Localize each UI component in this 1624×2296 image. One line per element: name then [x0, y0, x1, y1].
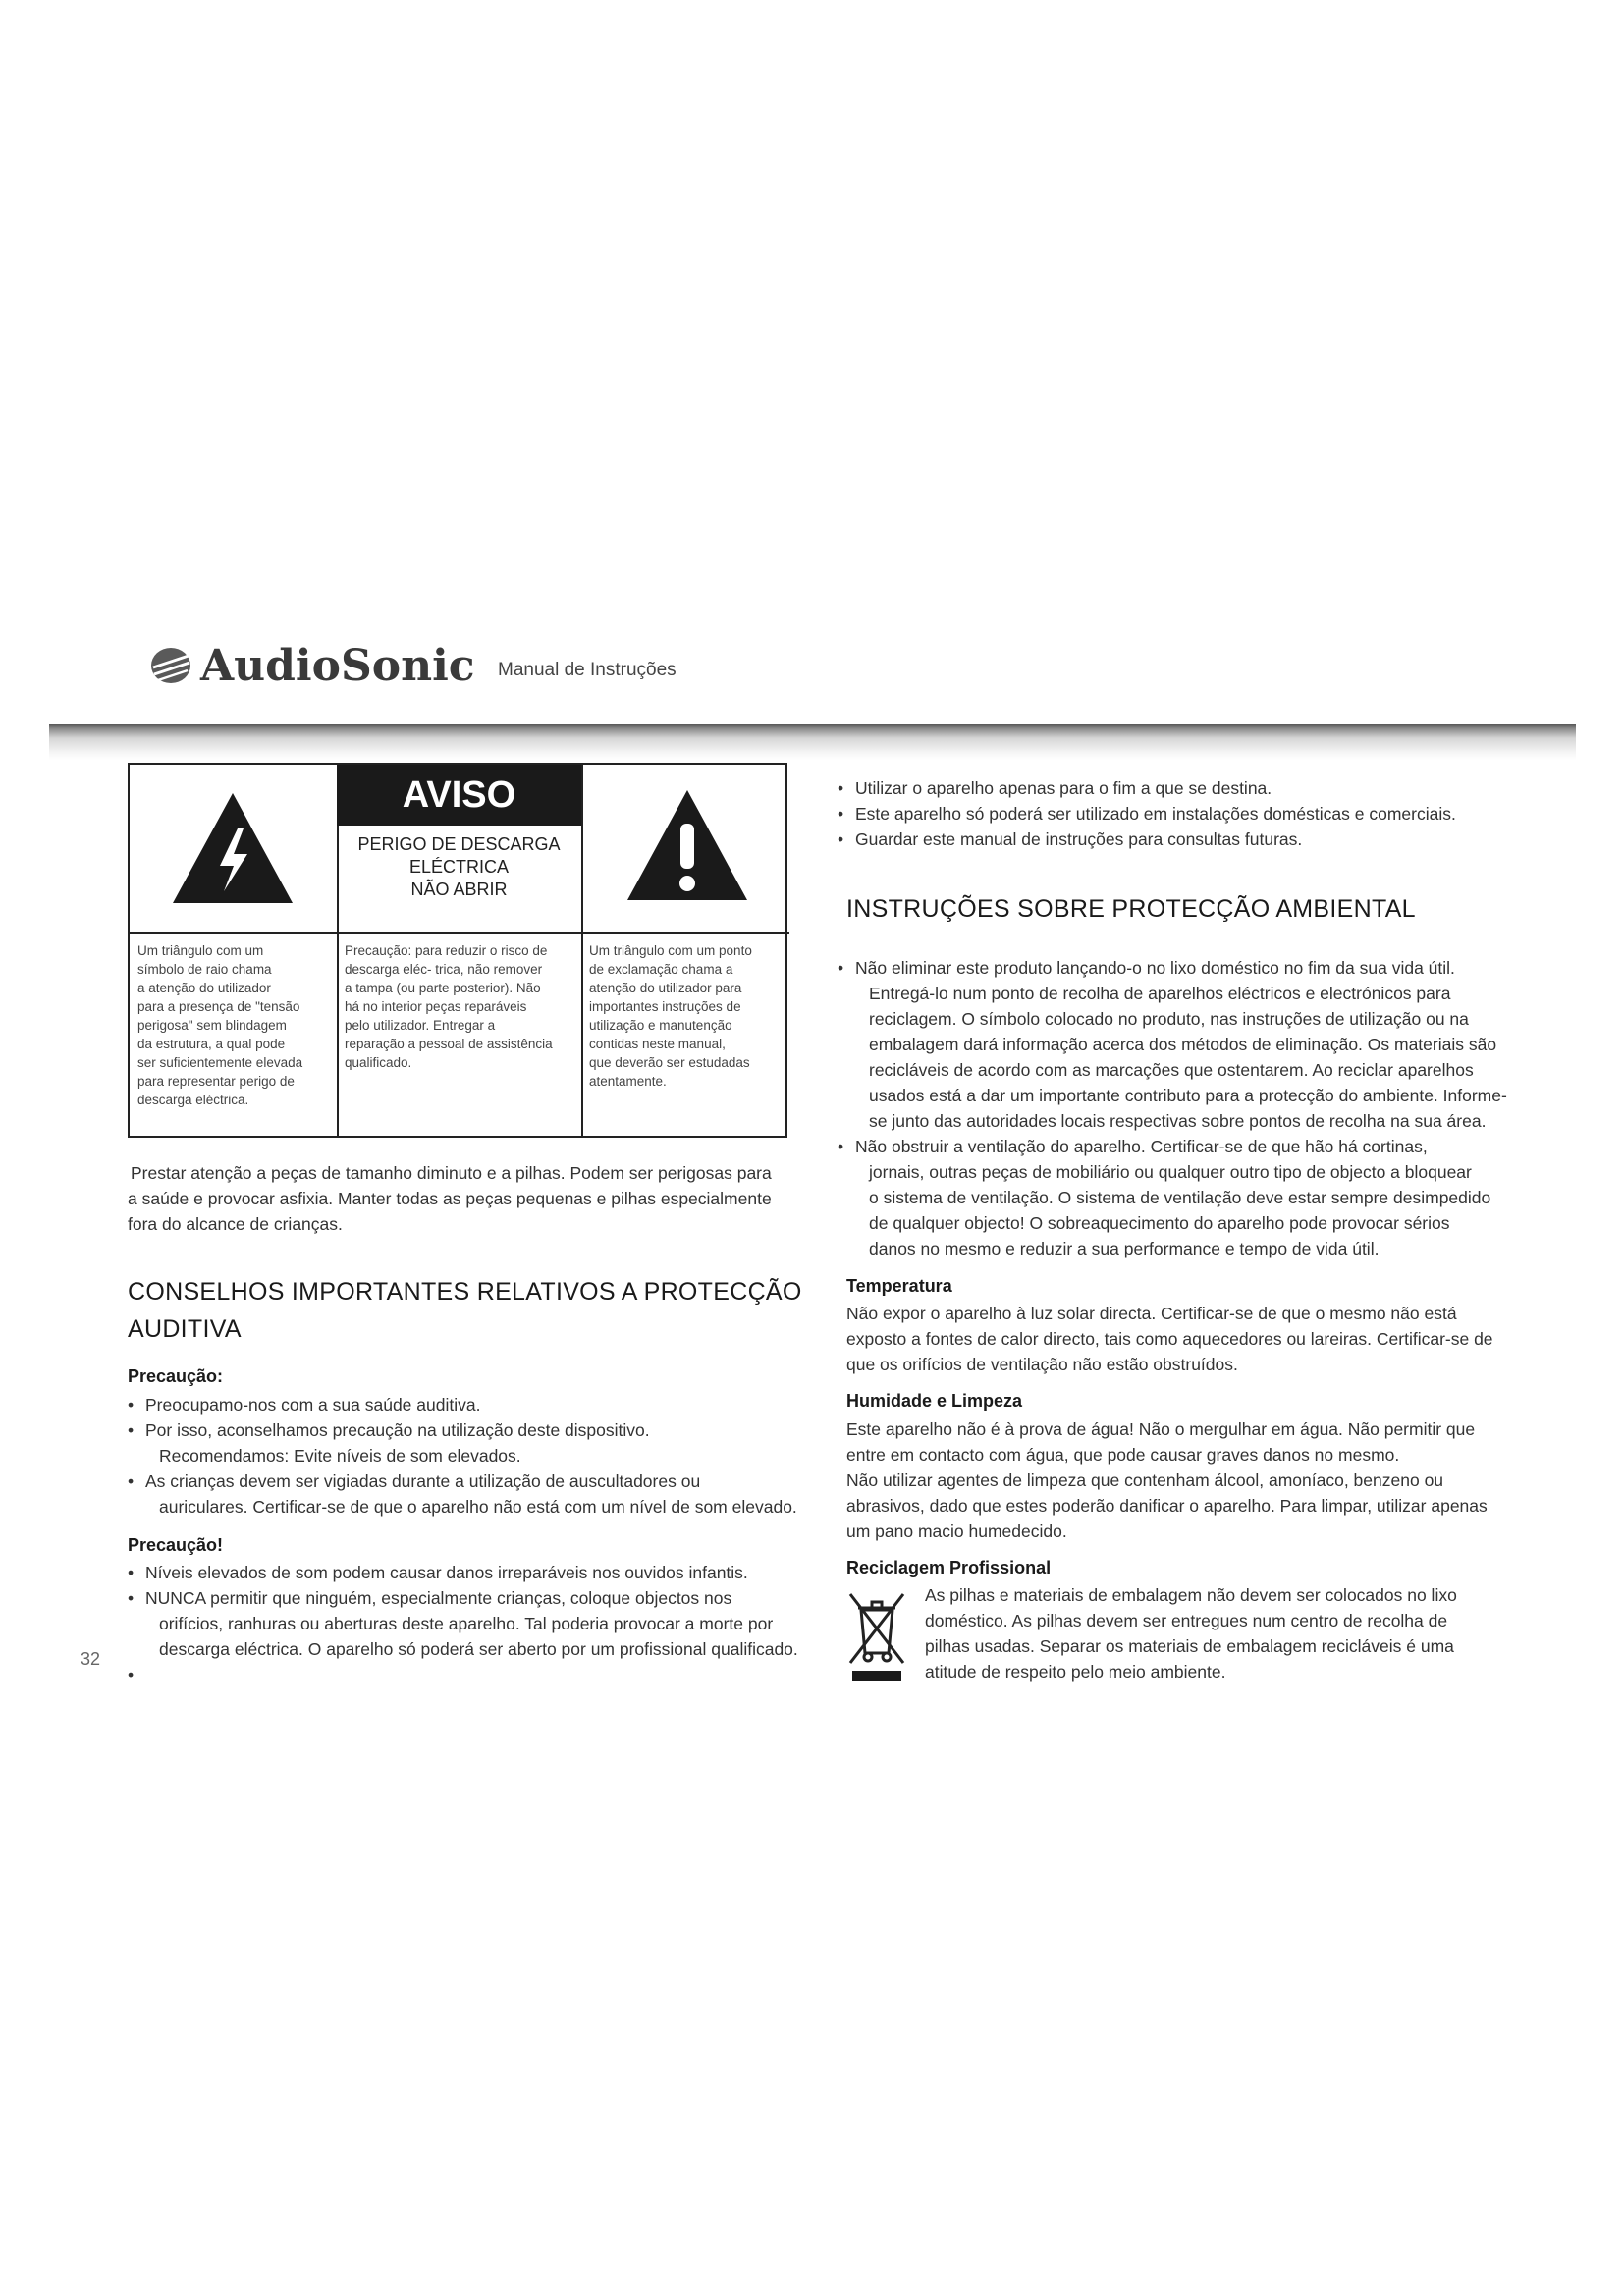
precaution1-list	[126, 1392, 833, 1520]
temperature-text: Não expor o aparelho à luz solar directa. Certificar-se de que o mesmo não está exposto a fontes de calor directo, tais como aquecedores ou lareiras. Certificar-se de que os orifícios de ventilação não estão obstruídos.	[846, 1304, 1493, 1374]
crossed-bin-icon	[846, 1588, 907, 1686]
brand-logo	[149, 640, 475, 691]
lightning-warning-icon	[169, 789, 297, 907]
list-item: • Não eliminar este produto lançando-o no lixo doméstico no fim da sua vida útil. Entregá-lo num ponto de recolha de aparelhos eléctricos e electrónicos para reciclagem. O símbolo colocado no produto, nas instruções de utilização ou na embalagem dará informação acerca dos métodos de eliminação. Os materiais são recicláveis de acordo com as marcações que ostentarem. Ao reciclar aparelhos usados está a dar um importante contributo para a protecção do ambiente. Informe- se junto das autoridades locais respectivas sobre pontos de recolha na sua área.	[836, 955, 1562, 1134]
list-item: • Por isso, aconselhamos precaução na utilização deste dispositivo. Recomendamos: Evite níveis de som elevados.	[126, 1417, 833, 1468]
hearing-section-title: CONSELHOS IMPORTANTES RELATIVOS A PROTECÇÃO AUDITIVA	[128, 1278, 802, 1343]
env-list	[836, 955, 1562, 1261]
brand-name: AudioSonic	[200, 640, 475, 691]
warning-col3-text: Um triângulo com um ponto de exclamação chama a atenção do utilizador para importantes instruções de utilização e manutenção contidas neste manual, que deverão ser estudadas atentamente.	[589, 943, 752, 1089]
aviso-title: AVISO	[337, 765, 581, 826]
exclamation-warning-icon	[623, 786, 751, 904]
intro-paragraph: Prestar atenção a peças de tamanho diminuto e a pilhas. Podem ser perigosas para a saúde e provocar asfixia. Manter todas as peças pequenas e pilhas especialmente fora do alcance de crianças.	[128, 1163, 772, 1234]
list-item: • Este aparelho só poderá ser utilizado em instalações domésticas e comerciais.	[836, 801, 1543, 827]
header-bar	[49, 724, 1576, 760]
danger-text: PERIGO DE DESCARGA ELÉCTRICA NÃO ABRIR	[357, 834, 561, 899]
usage-list	[836, 775, 1543, 852]
list-item: • Não obstruir a ventilação do aparelho. Certificar-se de que hão há cortinas, jornais, outras peças de mobiliário ou qualquer outro tipo de objecto a bloquear o sistema de ventilação. O sistema de ventilação deve estar sempre desimpedido de qualquer objecto! O sobreaquecimento do aparelho pode provocar sérios danos no mesmo e reduzir a sua performance e tempo de vida útil.	[836, 1134, 1562, 1261]
warning-table	[128, 763, 787, 1138]
list-item: • Guardar este manual de instruções para consultas futuras.	[836, 827, 1543, 852]
temperature-title: Temperatura	[846, 1276, 952, 1296]
list-item: • NUNCA permitir que ninguém, especialmente crianças, coloque objectos nos orifícios, ranhuras ou aberturas deste aparelho. Tal poderia provocar a morte por descarga eléctrica. O aparelho só poderá ser aberto por um profissional qualificado.	[126, 1585, 833, 1662]
list-item: • As crianças devem ser vigiadas durante a utilização de auscultadores ou auriculares. Certificar-se de que o aparelho não está com um nível de som elevado.	[126, 1468, 833, 1520]
list-item: • Utilizar o aparelho apenas para o fim a que se destina.	[836, 775, 1543, 801]
warning-col2-text: Precaução: para reduzir o risco de descarga eléc- trica, não remover a tampa (ou parte posterior). Não há no interior peças reparáveis pelo utilizador. Entregar a reparação a pessoal de assistência qualificado.	[345, 943, 553, 1070]
recycling-text: As pilhas e materiais de embalagem não devem ser colocados no lixo doméstico. As pilhas devem ser entregues num centro de recolha de pilhas usadas. Separar os materiais de embalagem recicláveis é uma atitude de respeito pelo meio ambiente.	[925, 1585, 1457, 1682]
precaution2-list	[126, 1560, 833, 1662]
manual-label: Manual de Instruções	[498, 660, 677, 680]
env-section-title: INSTRUÇÕES SOBRE PROTECÇÃO AMBIENTAL	[846, 895, 1416, 923]
list-item: • Níveis elevados de som podem causar danos irreparáveis nos ouvidos infantis.	[126, 1560, 833, 1585]
precaution1-title: Precaução:	[128, 1366, 224, 1386]
brand-swirl-icon	[149, 646, 192, 685]
precaution2-title: Precaução!	[128, 1535, 224, 1555]
page-number: 32	[81, 1649, 101, 1669]
warning-col1-text: Um triângulo com um símbolo de raio chama a atenção do utilizador para a presença de "tensão perigosa" sem blindagem da estrutura, a qual pode ser suficientemente elevada para representar perigo de descarga eléctrica.	[137, 943, 303, 1107]
humidity-title: Humidade e Limpeza	[846, 1391, 1023, 1411]
list-item: • Preocupamo-nos com a sua saúde auditiva.	[126, 1392, 833, 1417]
humidity-text: Este aparelho não é à prova de água! Não o mergulhar em água. Não permitir que entre em contacto com água, que pode causar graves danos no mesmo. Não utilizar agentes de limpeza que contenham álcool, amoníaco, benzeno ou abrasivos, dado que estes poderão danificar o aparelho. Para limpar, utilizar apenas um pano macio humedecido.	[846, 1419, 1488, 1541]
recycling-title: Reciclagem Profissional	[846, 1558, 1052, 1577]
